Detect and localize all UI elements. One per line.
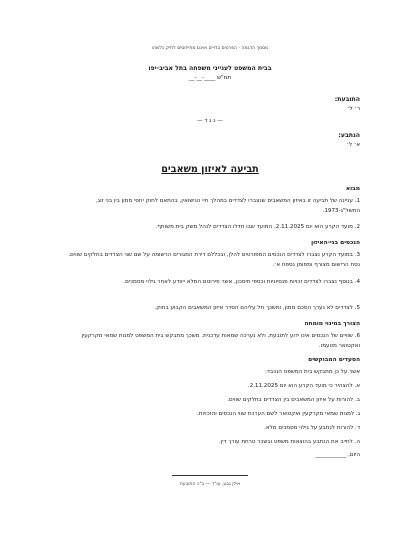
plaintiff-name: ר׳ ל׳	[347, 106, 360, 112]
case-number: תמ"ש ____-__-__	[188, 75, 232, 81]
remedies-intro: אשר על כן מתבקש בית המשפט הנכבד:	[264, 369, 360, 375]
document-title: תביעה לאיזון משאבים	[161, 164, 259, 175]
versus-line: — נ ג ד —	[197, 118, 223, 124]
section-heading-intro: מבוא	[345, 186, 360, 192]
paragraph-5: 5. לצדדים לא נערך הסכם ממון, ומשכך חל עליהם הסדר איזון המשאבים הקבוע בחוק.	[154, 305, 360, 311]
remedy-c: ג. למנות שמאי מקרקעין ואקטואר לשם הערכת שווי הנכסים והזכויות.	[196, 411, 360, 417]
defendant-name: א׳ ל׳	[346, 142, 360, 148]
paragraph-1: 1. עניינה של תביעה זו באיזון המשאבים שנצברו לצדדים במהלך חיי הנישואין, בהתאם לחוק יחסי ממון בין בני זוג, התשל"ג-1973.	[96, 198, 360, 214]
signature-caption: אילן גבע, עו"ד — ב"כ התובעת	[179, 482, 241, 487]
date-line: היום, ___________	[315, 452, 360, 458]
remedy-a: א. להצהיר כי מועד הקרע הוא יום 2.11.2025.	[247, 383, 360, 389]
top-note: מסמך הדגמה · הפרטים בדויים ואינם מתייחסים לתיק כלשהו	[151, 46, 269, 51]
section-heading-remedies: הסעדים המבוקשים	[308, 357, 360, 363]
paragraph-4: 4. בנוסף נצברו לצדדים זכויות פנסיוניות וכספי חיסכון, אשר פירוטם המלא ייוודע לאחר גילוי מסמכים.	[123, 279, 360, 285]
remedy-d: ד. להורות לנתבע על גילוי מסמכים מלא.	[264, 425, 360, 431]
paragraph-6: 6. שוויים של הנכסים אינו ידוע לתובעת, ולא נערכה שמאות עדכנית. משכך מתבקש בית המשפט למנות שמאי מקרקעין ואקטואר מטעמו.	[81, 333, 360, 349]
defendant-label: הנתבע:	[338, 132, 360, 139]
section-heading-assets: הנכסים בני-האיזון	[311, 240, 360, 246]
court-name: בבית המשפט לענייני משפחה בתל אביב-יפו	[148, 65, 272, 72]
paragraph-3: 3. במועד הקרע נצברו לצדדים הנכסים המפורטים להלן, ובכללם דירת המגורים הרשומה על שם שני הצדדים בחלקים שווים. נסח הרישום מצורף ומסומן נספח א׳.	[68, 252, 360, 268]
signature-line	[172, 475, 248, 476]
plaintiff-label: התובעת:	[334, 96, 360, 103]
remedy-e: ה. לחייב את הנתבע בהוצאות משפט ובשכר טרחת עורך דין.	[218, 439, 360, 445]
remedy-b: ב. להורות על איזון המשאבים בין הצדדים בחלקים שווים.	[227, 397, 360, 403]
paragraph-2: 2. מועד הקרע הוא יום 2.11.2025, המועד שבו חדלו הצדדים לנהל משק בית משותף.	[155, 224, 360, 230]
section-heading-expert: הצורך במינוי מומחה	[304, 321, 360, 327]
